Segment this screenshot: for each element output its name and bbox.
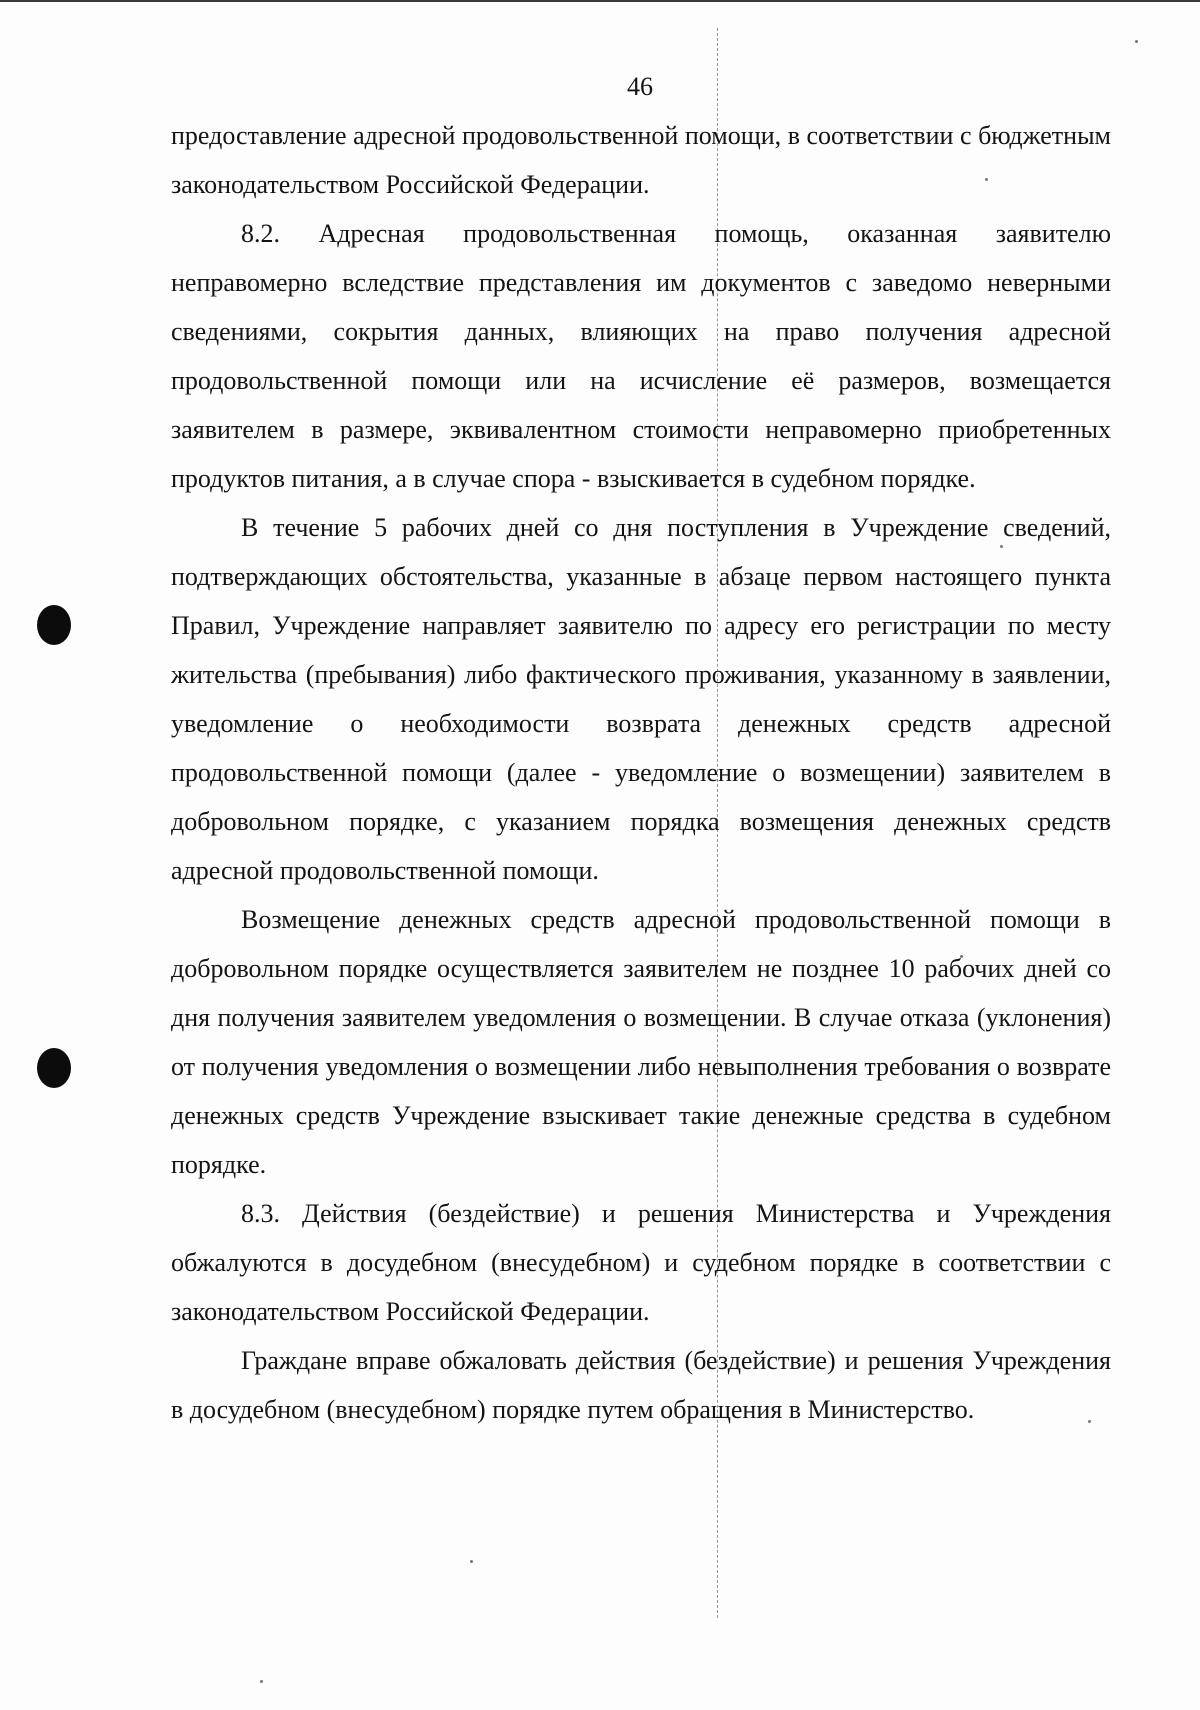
scan-top-edge <box>0 0 1200 2</box>
paragraph: Граждане вправе обжаловать действия (бездействие) и решения Учреждения в досудебном (внесудебном) порядке путем обращения в Министерство. <box>171 1346 1111 1424</box>
punch-hole-mark <box>37 605 71 645</box>
paragraph: 8.2. Адресная продовольственная помощь, оказанная заявителю неправомерно вследствие представления им документов с заведомо неверными сведениями, сокрытия данных, влияющих на право получения адресной продовольственной помощи или на исчисление её размеров, возмещается заявителем в размере, эквивалентном стоимости неправомерно приобретенных продуктов питания, а в случае спора - взыскивается в судебном порядке. <box>171 219 1111 493</box>
scan-speck <box>260 1680 263 1683</box>
paragraph: В течение 5 рабочих дней со дня поступления в Учреждение сведений, подтверждающих обстоятельства, указанные в абзаце первом настоящего пункта Правил, Учреждение направляет заявителю по адресу его регистрации по месту жительства (пребывания) либо фактического проживания, указанному в заявлении, уведомление о необходимости возврата денежных средств адресной продовольственной помощи (далее - уведомление о возмещении) заявителем в добровольном порядке, с указанием порядка возмещения денежных средств адресной продовольственной помощи. <box>171 513 1111 885</box>
scan-speck <box>470 1560 473 1563</box>
paragraph: 8.3. Действия (бездействие) и решения Министерства и Учреждения обжалуются в досудебном (внесудебном) и судебном порядке в соответствии с законодательством Российской Федерации. <box>171 1199 1111 1326</box>
paragraph: Возмещение денежных средств адресной продовольственной помощи в добровольном порядке осуществляется заявителем не позднее 10 рабочих дней со дня получения заявителем уведомления о возмещении. В случае отказа (уклонения) от получения уведомления о возмещении либо невыполнения требования о возврате денежных средств Учреждение взыскивает такие денежные средства в судебном порядке. <box>171 905 1111 1179</box>
punch-hole-mark <box>37 1048 71 1088</box>
page-number: 46 <box>627 72 653 101</box>
paragraph: предоставление адресной продовольственной помощи, в соответствии с бюджетным законодательством Российской Федерации. <box>171 121 1111 199</box>
scan-speck <box>1135 40 1138 43</box>
document-body <box>171 111 1111 1434</box>
